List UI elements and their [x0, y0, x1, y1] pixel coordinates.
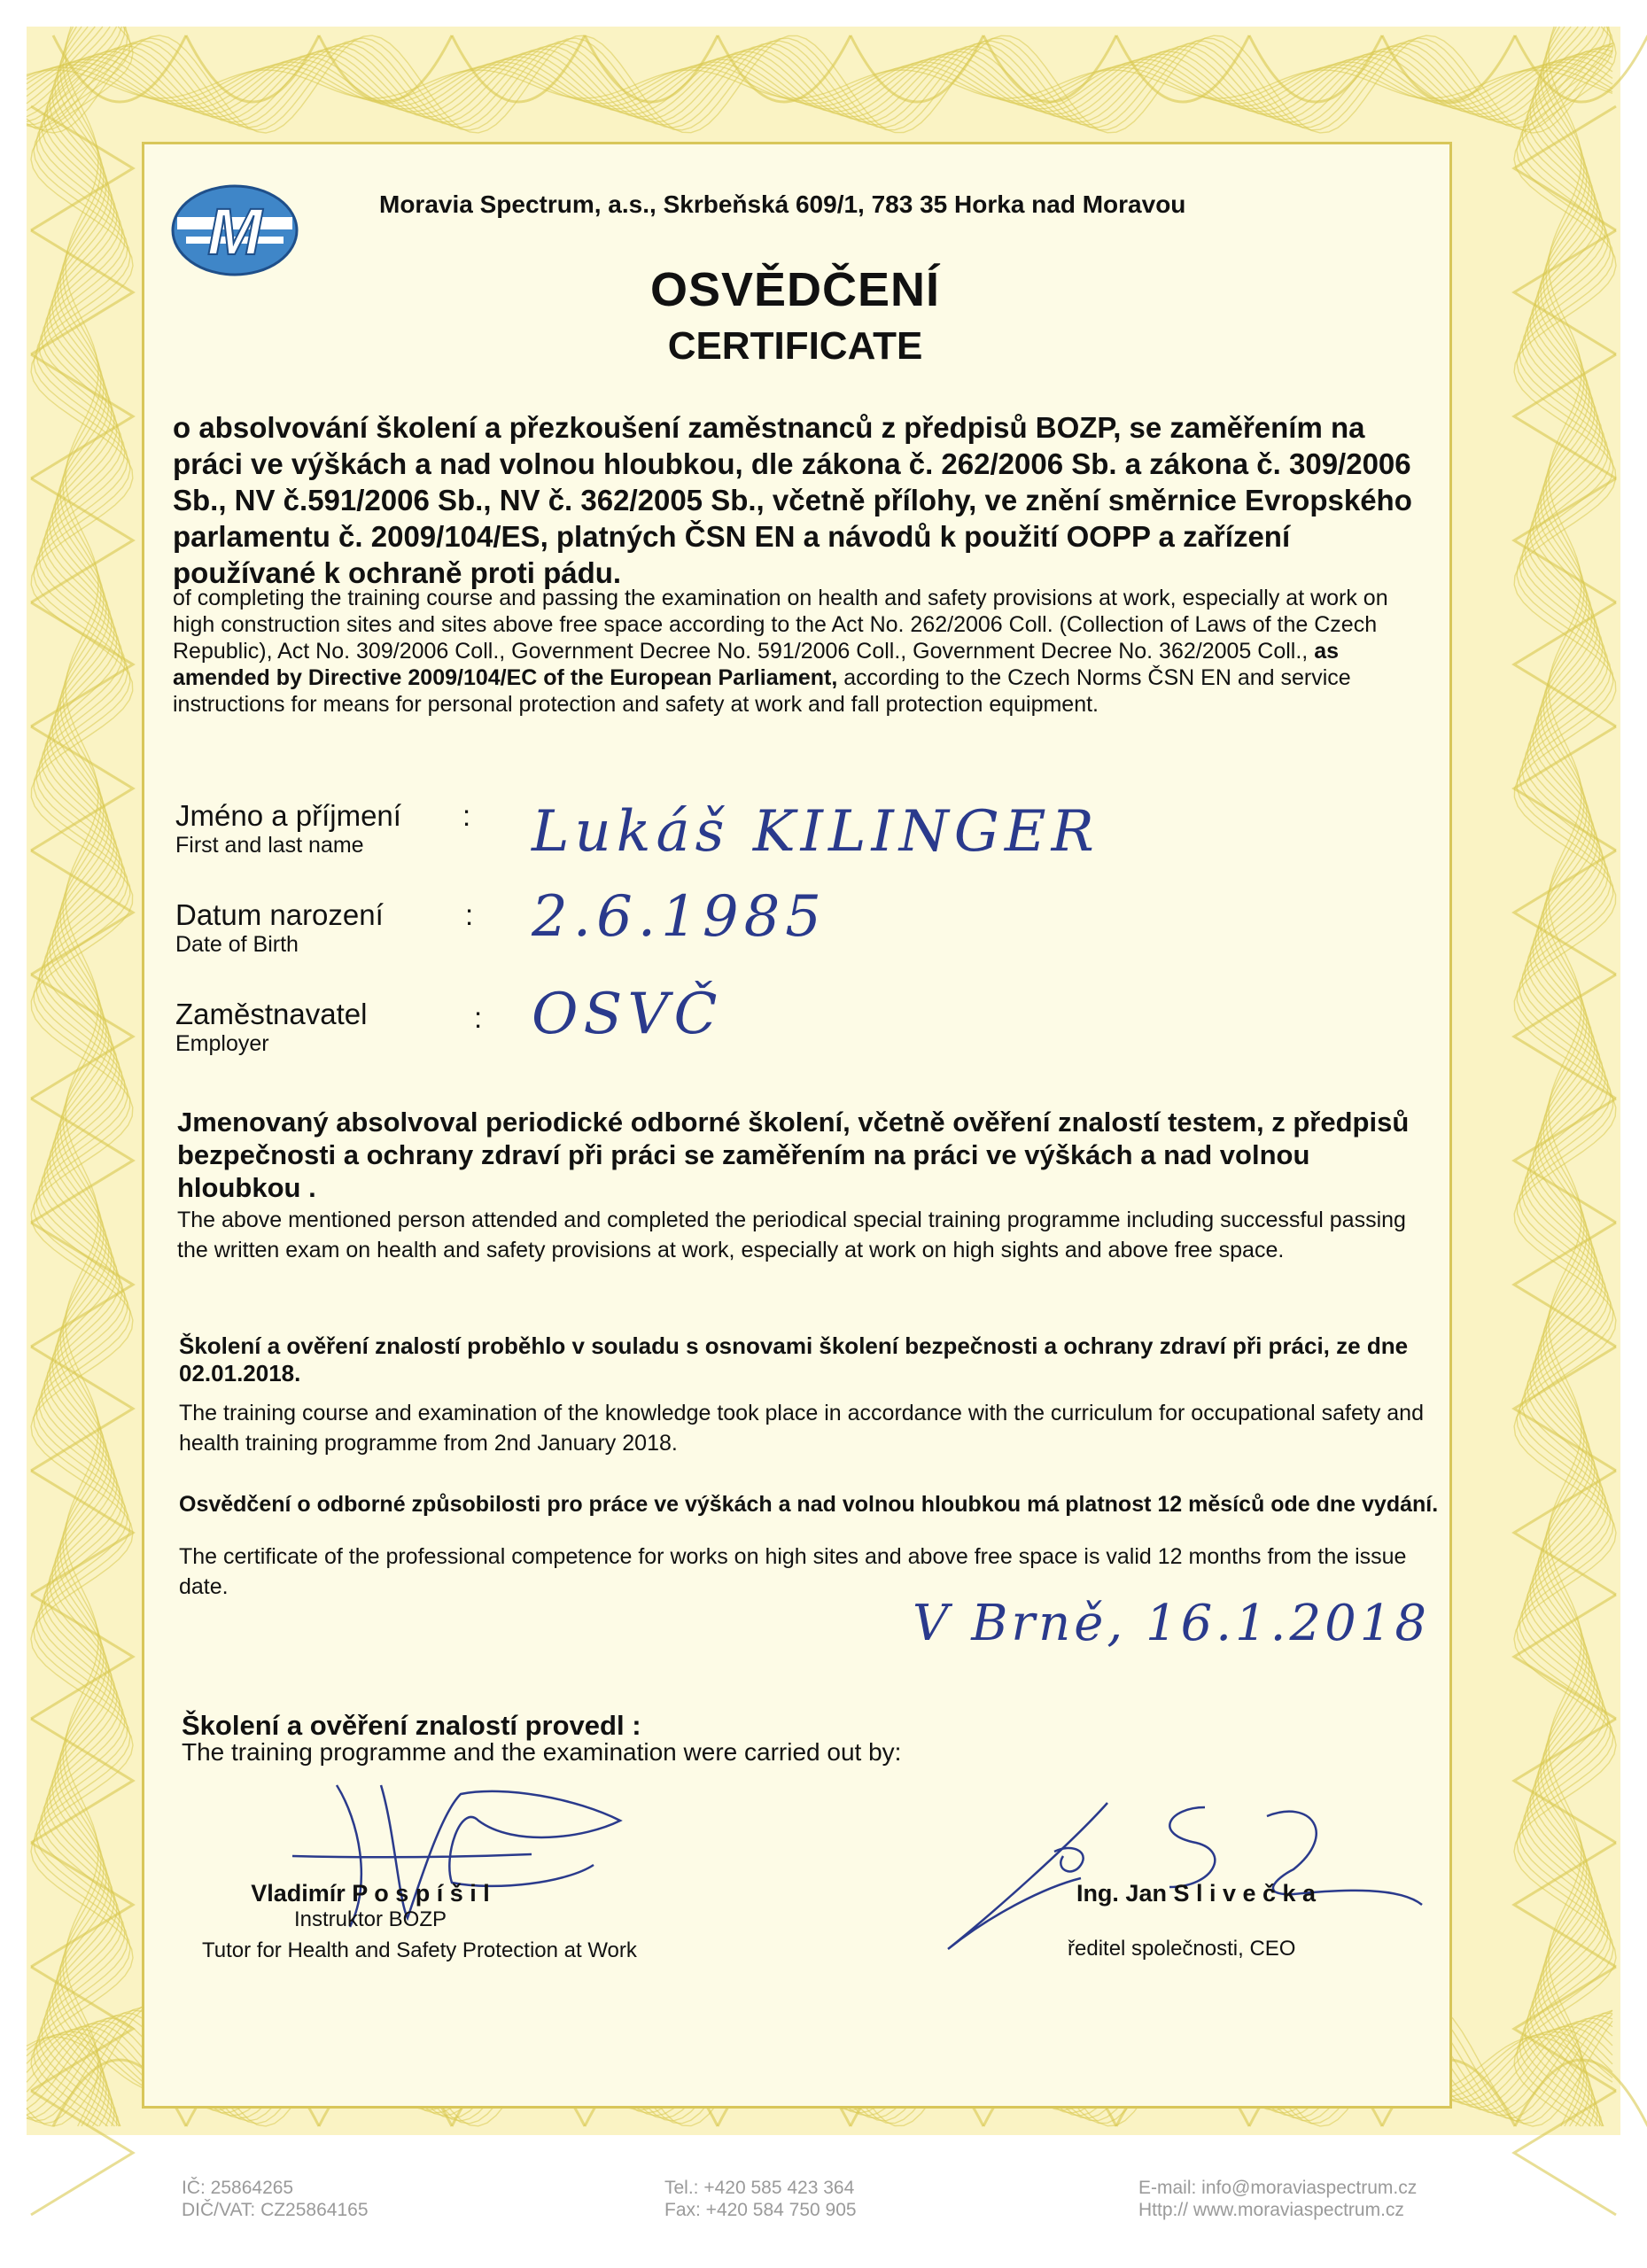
field-colon: :: [474, 1001, 483, 1034]
intro-en-part1: of completing the training course and passing the examination on health and safety provisions at work, especially at work on high construction sites and sites above free space according to the Act No. 262/2006 Coll. (Collection of Laws of the Czech Republic), Act No. 309/2006 Coll., Government Decree No. 591/2006 Coll., Government Decree No. 362/2005 Coll.,: [173, 586, 1388, 664]
signature-slivecka: [939, 1790, 1426, 1958]
intro-en-directive: as amended by Directive 2009/104/EC of the European Parliament,: [173, 639, 1340, 690]
logo-letter: M: [207, 195, 262, 268]
training-english: The training course and examination of the knowledge took place in accordance with the curriculum for occupational safety and health training programme from 2nd January 2018.: [179, 1401, 1424, 1456]
title-english: CERTIFICATE: [667, 324, 923, 368]
label-dob-en: Date of Birth: [175, 932, 299, 957]
intro-english: [173, 585, 1431, 718]
footer-ic: IČ: 25864265: [182, 2178, 294, 2198]
field-dob-value: 2.6.1985: [532, 884, 827, 950]
signatory-1: [202, 1880, 539, 1932]
field-colon: :: [462, 799, 471, 832]
field-name-value: Lukáš KILINGER: [532, 799, 1099, 865]
footer-contacts: [1138, 2177, 1417, 2221]
signatory-1-role-english: Tutor for Health and Safety Protection at Work: [202, 1938, 637, 1962]
carried-out-english: The training programme and the examination were carried out by:: [182, 1738, 902, 1766]
place-date-handwritten: V Brně, 16.1.2018: [913, 1595, 1430, 1652]
intro-en-part2: according to the Czech Norms ČSN EN and service instructions for means for personal protection and safety at work and fall protection equipment.: [173, 665, 1351, 717]
validity-czech: Osvědčení o odborné způsobilosti pro práce ve výškách a nad volnou hloubkou má platnost 12 měsíců ode dne vydání.: [179, 1492, 1439, 1517]
field-employer-label: [175, 998, 367, 1057]
statement-english: The above mentioned person attended and completed the periodical special training programme including successful passing the written exam on health and safety provisions at work, especially at work on high sights and above free space.: [177, 1208, 1406, 1262]
statement-czech: Jmenovaný absolvoval periodické odborné školení, včetně ověření znalostí testem, z předpisů bezpečnosti a ochrany zdraví při práci se zaměřením na práci ve výškách a nad volnou hloubkou .: [177, 1107, 1410, 1203]
label-employer-cz: Zaměstnavatel: [175, 998, 368, 1030]
footer-web: Http:// www.moraviaspectrum.cz: [1138, 2200, 1404, 2220]
signatory-1-role: Instruktor BOZP: [293, 1907, 447, 1931]
signatory-1-name: Vladimír P o s p í š i l: [251, 1880, 490, 1907]
signatory-2-name: Ing. Jan S l i v e č k a: [1076, 1880, 1317, 1907]
signatory-2: [1028, 1880, 1364, 1907]
validity-english: The certificate of the professional competence for works on high sites and above free space is valid 12 months from the issue date.: [179, 1544, 1407, 1599]
label-name-cz: Jméno a příjmení: [175, 799, 401, 832]
footer-tel: Tel.: +420 585 423 364: [664, 2178, 855, 2198]
field-employer-value: OSVČ: [532, 982, 723, 1047]
footer-phones: [664, 2177, 857, 2221]
field-dob-label: [175, 898, 384, 958]
label-name-en: First and last name: [175, 833, 364, 858]
intro-czech: o absolvování školení a přezkoušení zaměstnanců z předpisů BOZP, se zaměřením na práci ve výškách a nad volnou hloubkou, dle zákona č. 262/2006 Sb. a zákona č. 309/2006 Sb., NV č.591/2006 Sb., NV č. 362/2005 Sb., včetně přílohy, ve znění směrnice Evropského parlamentu č. 2009/104/ES, platných ČSN EN a návodů k použití OOPP a zařízení používané k ochraně proti pádu.: [173, 411, 1412, 589]
carried-out-czech: Školení a ověření znalostí provedl :: [182, 1710, 641, 1741]
signatory-2-role: ředitel společnosti, CEO: [1068, 1937, 1296, 1961]
label-employer-en: Employer: [175, 1031, 269, 1056]
label-dob-cz: Datum narození: [175, 898, 384, 931]
footer-dic: DIČ/VAT: CZ25864165: [182, 2200, 369, 2220]
title-czech: OSVĚDČENÍ: [649, 263, 941, 316]
footer-email: E-mail: info@moraviaspectrum.cz: [1138, 2178, 1418, 2198]
training-czech: Školení a ověření znalostí proběhlo v souladu s osnovami školení bezpečnosti a ochrany zdraví při práci, ze dne 02.01.2018.: [179, 1332, 1409, 1386]
field-name-label: [175, 799, 401, 858]
footer-fax: Fax: +420 584 750 905: [664, 2200, 857, 2220]
field-colon: :: [465, 898, 474, 931]
footer-company-ids: [182, 2177, 369, 2221]
company-address: Moravia Spectrum, a.s., Skrbeňská 609/1, 783 35 Horka nad Moravou: [379, 190, 1186, 218]
